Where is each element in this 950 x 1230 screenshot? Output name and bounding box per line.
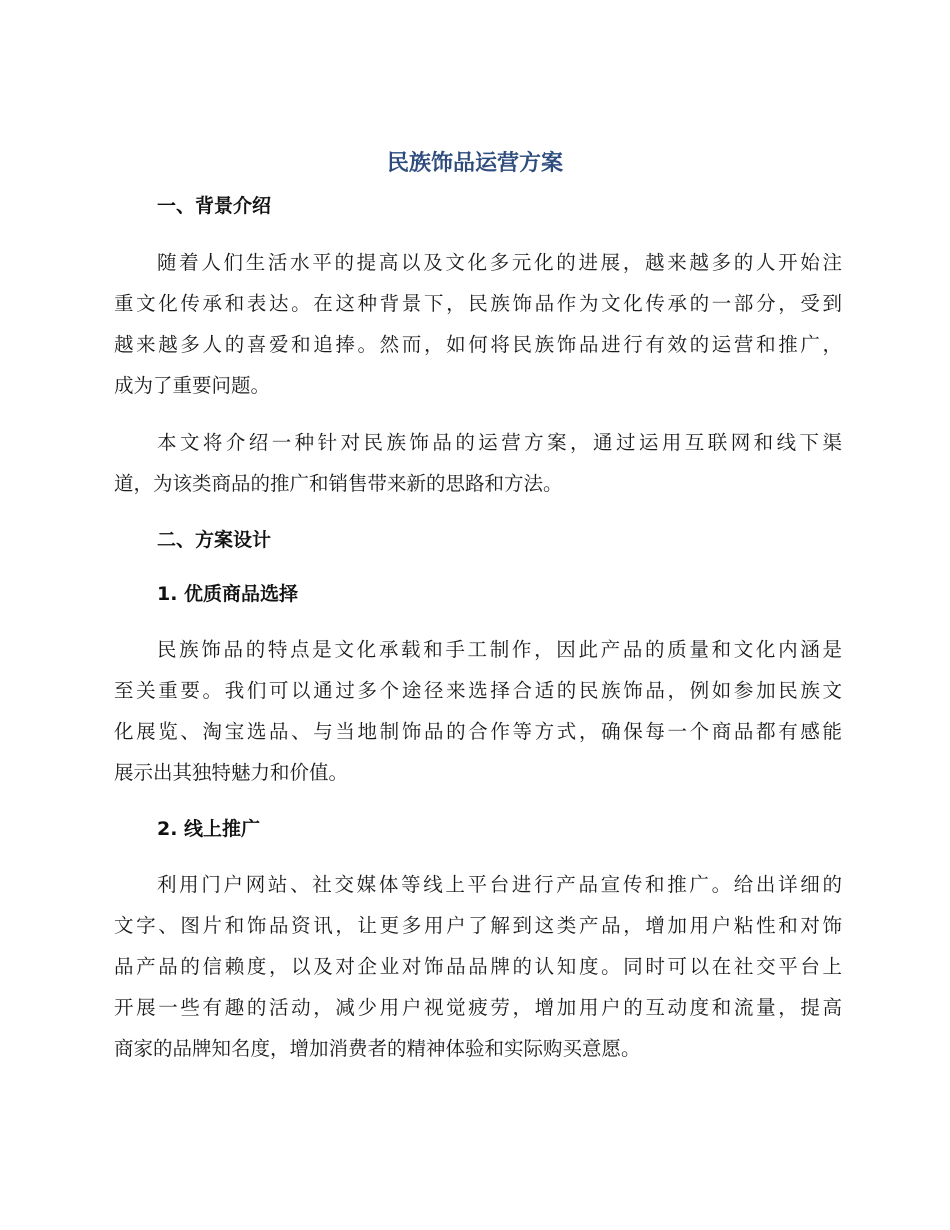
paragraph-line: 文字、图片和饰品资讯，让更多用户了解到这类产品，增加用户粘性和对饰 xyxy=(114,914,842,937)
paragraph-line: 民族饰品的特点是文化承载和手工制作，因此产品的质量和文化内涵是 xyxy=(157,638,842,661)
paragraph-product-selection xyxy=(114,629,842,793)
section-heading-background: 一、背景介绍 xyxy=(157,195,272,217)
paragraph-line: 成为了重要问题。 xyxy=(114,374,271,397)
paragraph-line: 化展览、淘宝选品、与当地制饰品的合作等方式，确保每一个商品都有感能 xyxy=(114,720,842,743)
paragraph-line: 道，为该类商品的推广和销售带来新的思路和方法。 xyxy=(114,472,563,495)
paragraph-line: 重文化传承和表达。在这种背景下，民族饰品作为文化传承的一部分，受到 xyxy=(114,292,842,315)
paragraph-line: 商家的品牌知名度，增加消费者的精神体验和实际购买意愿。 xyxy=(114,1037,641,1060)
paragraph-line: 本文将介绍一种针对民族饰品的运营方案，通过运用互联网和线下渠 xyxy=(157,431,842,454)
paragraph-line: 开展一些有趣的活动，减少用户视觉疲劳，增加用户的互动度和流量，提高 xyxy=(114,996,842,1019)
paragraph-line: 至关重要。我们可以通过多个途径来选择合适的民族饰品，例如参加民族文 xyxy=(114,679,842,702)
document-title: 民族饰品运营方案 xyxy=(386,151,563,176)
paragraph-line: 利用门户网站、社交媒体等线上平台进行产品宣传和推广。给出详细的 xyxy=(157,873,842,896)
paragraph-background-2 xyxy=(114,422,842,504)
subsection-heading-product-selection: 1. 优质商品选择 xyxy=(157,583,299,605)
section-heading-plan-design: 二、方案设计 xyxy=(157,529,272,551)
paragraph-line: 随着人们生活水平的提高以及文化多元化的进展，越来越多的人开始注 xyxy=(157,251,842,274)
paragraph-line: 越来越多人的喜爱和追捧。然而，如何将民族饰品进行有效的运营和推广， xyxy=(114,333,842,356)
paragraph-online-promotion xyxy=(114,864,842,1069)
paragraph-line: 品产品的信赖度，以及对企业对饰品品牌的认知度。同时可以在社交平台上 xyxy=(114,955,842,978)
paragraph-background-1 xyxy=(114,242,842,406)
paragraph-line: 展示出其独特魅力和价值。 xyxy=(114,761,349,784)
subsection-heading-online-promotion: 2. 线上推广 xyxy=(157,818,261,840)
